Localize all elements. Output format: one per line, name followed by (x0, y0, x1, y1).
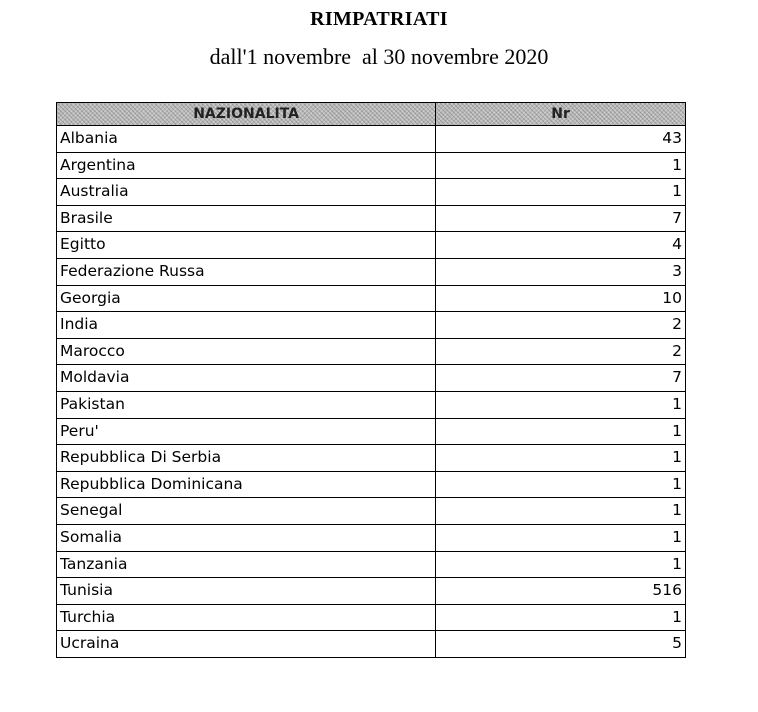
nationality-cell: Peru' (57, 418, 436, 445)
nationality-cell: Australia (57, 179, 436, 206)
nationality-cell: Federazione Russa (57, 258, 436, 285)
table-row (57, 418, 686, 445)
nationality-cell: Albania (57, 126, 436, 153)
count-cell: 1 (436, 498, 686, 525)
table-row (57, 126, 686, 153)
count-cell: 1 (436, 604, 686, 631)
count-cell: 5 (436, 631, 686, 658)
count-cell: 516 (436, 578, 686, 605)
table-row (57, 551, 686, 578)
table-header (57, 103, 686, 126)
count-cell: 1 (436, 551, 686, 578)
count-cell: 1 (436, 445, 686, 472)
nationality-cell: Somalia (57, 524, 436, 551)
count-cell: 7 (436, 365, 686, 392)
count-cell: 1 (436, 179, 686, 206)
table-row (57, 578, 686, 605)
table-row (57, 524, 686, 551)
nationality-cell: Moldavia (57, 365, 436, 392)
table-row (57, 152, 686, 179)
nationality-cell: Argentina (57, 152, 436, 179)
count-cell: 10 (436, 285, 686, 312)
column-header-nr: Nr (436, 103, 686, 126)
table-row (57, 312, 686, 339)
count-cell: 2 (436, 312, 686, 339)
count-cell: 1 (436, 524, 686, 551)
nationality-cell: Repubblica Di Serbia (57, 445, 436, 472)
nationality-cell: Marocco (57, 338, 436, 365)
count-cell: 1 (436, 391, 686, 418)
nationality-cell: Ucraina (57, 631, 436, 658)
document-title: RIMPATRIATI (310, 8, 448, 30)
nationality-cell: Georgia (57, 285, 436, 312)
table-row (57, 631, 686, 658)
table-row (57, 391, 686, 418)
table-row (57, 232, 686, 259)
nationality-cell: Turchia (57, 604, 436, 631)
table-row (57, 205, 686, 232)
nationality-cell: Tanzania (57, 551, 436, 578)
table-row (57, 285, 686, 312)
table-row (57, 604, 686, 631)
table-body (57, 126, 686, 658)
table-row (57, 365, 686, 392)
count-cell: 1 (436, 418, 686, 445)
table-row (57, 471, 686, 498)
table-row (57, 258, 686, 285)
count-cell: 43 (436, 126, 686, 153)
column-header-nationality: NAZIONALITA (57, 103, 436, 126)
table-row (57, 498, 686, 525)
table-header-row (57, 103, 686, 126)
nationality-cell: Tunisia (57, 578, 436, 605)
count-cell: 1 (436, 471, 686, 498)
count-cell: 3 (436, 258, 686, 285)
document-subtitle: dall'1 novembre al 30 novembre 2020 (209, 44, 549, 69)
table-row (57, 445, 686, 472)
count-cell: 4 (436, 232, 686, 259)
table-row (57, 179, 686, 206)
nationality-cell: Senegal (57, 498, 436, 525)
nationality-cell: Egitto (57, 232, 436, 259)
table-row (57, 338, 686, 365)
count-cell: 2 (436, 338, 686, 365)
nationality-cell: India (57, 312, 436, 339)
repatriated-table (56, 102, 686, 658)
count-cell: 1 (436, 152, 686, 179)
nationality-cell: Repubblica Dominicana (57, 471, 436, 498)
count-cell: 7 (436, 205, 686, 232)
nationality-cell: Pakistan (57, 391, 436, 418)
nationality-cell: Brasile (57, 205, 436, 232)
